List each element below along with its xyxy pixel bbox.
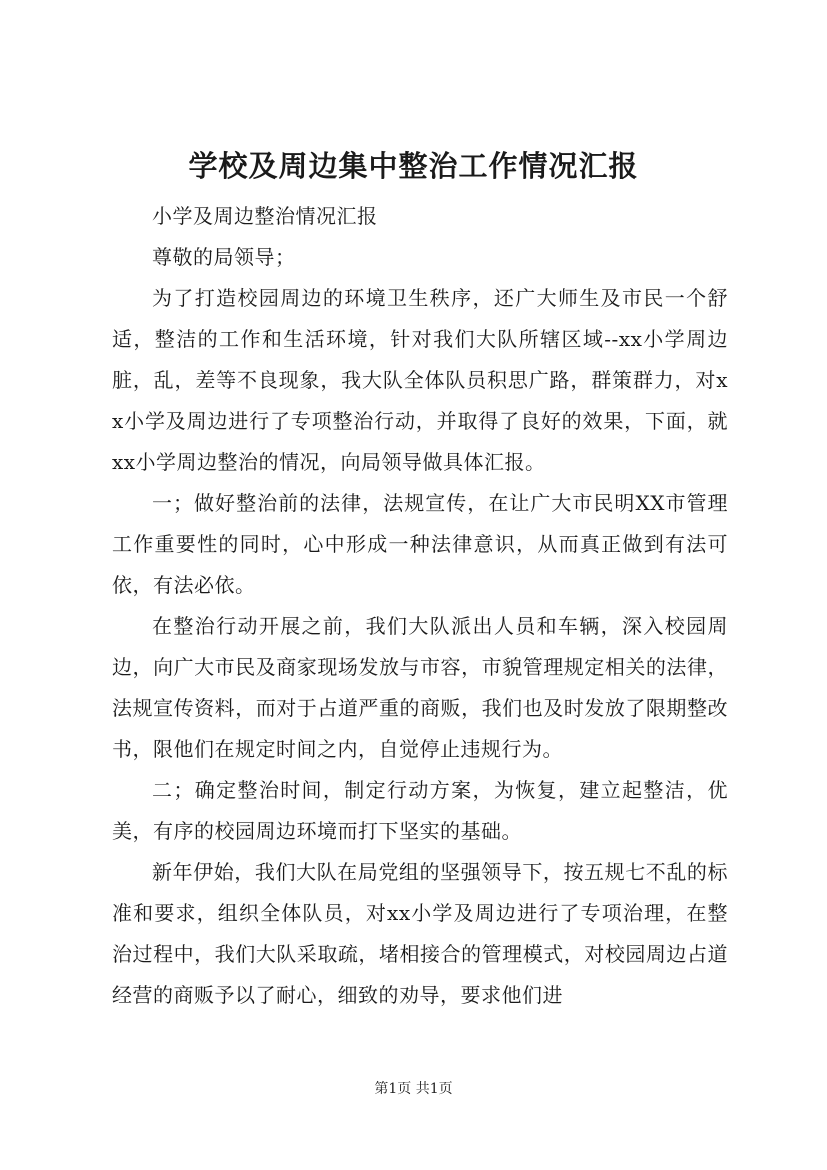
paragraph-salutation: 尊敬的局领导； xyxy=(152,245,296,269)
page-footer: 第1页 共1页 xyxy=(374,1081,453,1097)
document-title: 学校及周边集中整治工作情况汇报 xyxy=(188,149,639,183)
paragraph-intro: 为了打造校园周边的环境卫生秩序，还广大师生及市民一个舒适，整洁的工作和生活环境，针对我们大队所辖区域--xx小学周边脏，乱，差等不良现象，我大队全体队员积思广路，群策群力，对xx小学及周边进行了专项整治行动，并取得了良好的效果，下面，就xx小学周边整治的情况，向局领导做具体汇报。 xyxy=(112,286,728,474)
paragraph-section-one: 一；做好整治前的法律，法规宣传，在让广大市民明XX市管理工作重要性的同时，心中形成一种法律意识，从而真正做到有法可依，有法必依。 xyxy=(112,491,728,597)
paragraph-section-two-detail: 新年伊始，我们大队在局党组的坚强领导下，按五规七不乱的标准和要求，组织全体队员，对xx小学及周边进行了专项治理，在整治过程中，我们大队采取疏，堵相接合的管理模式，对校园周边占道经营的商贩予以了耐心，细致的劝导，要求他们进 xyxy=(112,860,728,1007)
paragraph-section-one-detail: 在整治行动开展之前，我们大队派出人员和车辆，深入校园周边，向广大市民及商家现场发放与市容，市貌管理规定相关的法律，法规宣传资料，而对于占道严重的商贩，我们也及时发放了限期整改书，限他们在规定时间之内，自觉停止违规行为。 xyxy=(112,614,728,761)
paragraph-section-two: 二；确定整治时间，制定行动方案，为恢复，建立起整洁，优美，有序的校园周边环境而打下坚实的基础。 xyxy=(112,778,728,843)
document-body xyxy=(112,196,728,1016)
paragraph-subtitle: 小学及周边整治情况汇报 xyxy=(152,204,378,228)
